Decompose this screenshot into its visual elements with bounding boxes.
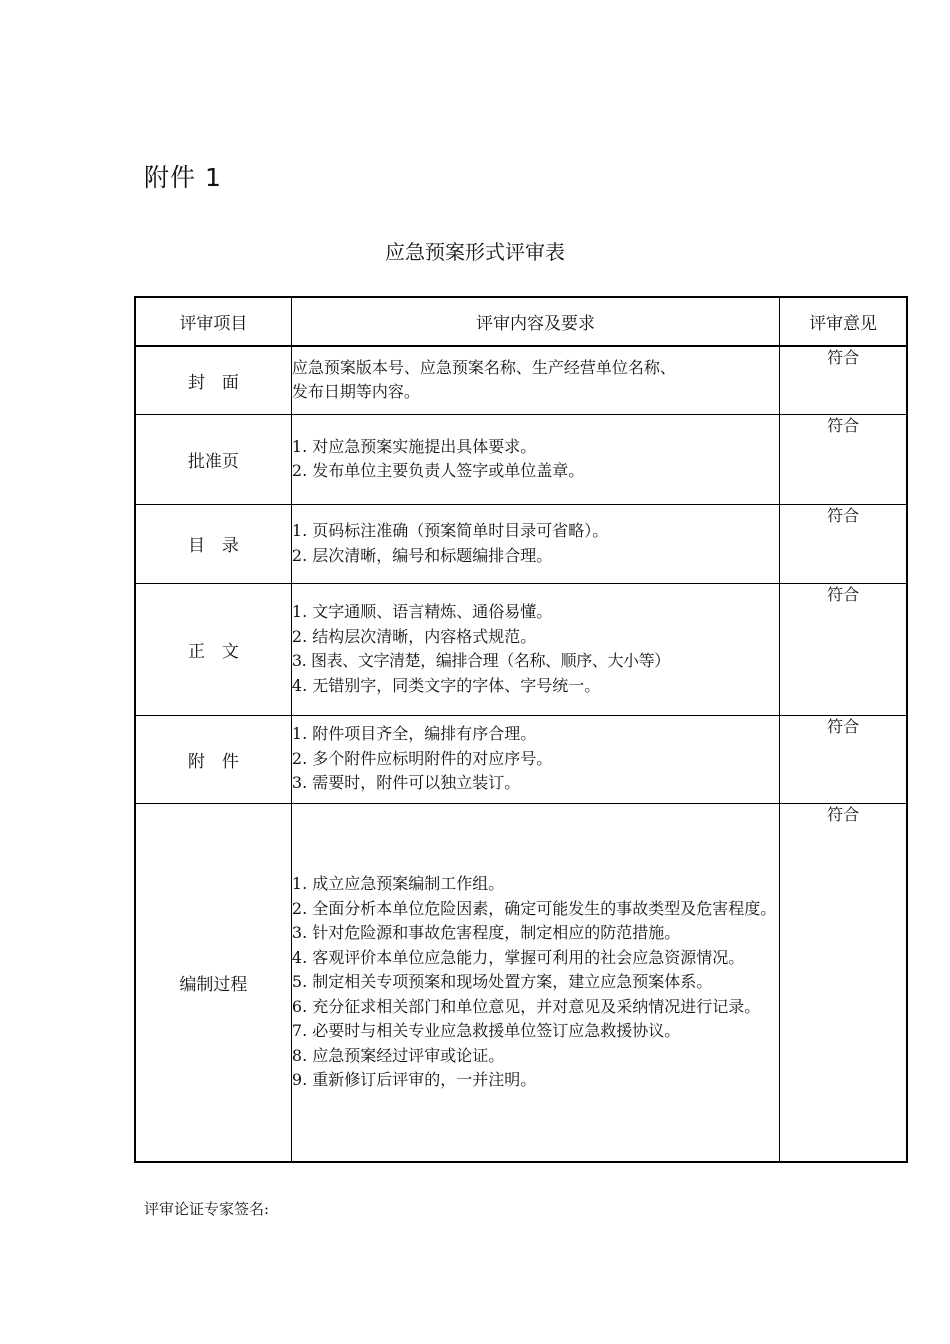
content-line: 1. 页码标注准确（预案简单时目录可省略）。 [291, 521, 609, 540]
table-row [135, 715, 907, 803]
content-line: 2. 多个附件应标明附件的对应序号。 [291, 748, 553, 768]
review-table [134, 296, 908, 1163]
content-line: 1. 文字通顺、语言精炼、通俗易懂。 [291, 602, 553, 621]
row-content [291, 346, 779, 414]
content-line: 1. 对应急预案实施提出具体要求。 [291, 436, 537, 456]
content-line: 应急预案版本号、应急预案名称、生产经营单位名称、 [291, 357, 676, 377]
row-item-process: 编制过程 [135, 803, 291, 1162]
row-content [291, 414, 779, 504]
header-item: 评审项目 [135, 297, 291, 346]
document-title: 应急预案形式评审表 [385, 240, 565, 264]
content-line: 2. 发布单位主要负责人签字或单位盖章。 [291, 461, 585, 480]
content-line: 6. 充分征求相关部门和单位意见，并对意见及采纳情况进行记录。 [291, 996, 761, 1016]
row-item-toc: 目 录 [135, 504, 291, 583]
content-line: 2. 层次清晰，编号和标题编排合理。 [291, 545, 553, 565]
header-opinion: 评审意见 [780, 297, 907, 346]
content-line: 1. 成立应急预案编制工作组。 [291, 874, 505, 893]
row-content [291, 504, 779, 583]
content-line: 2. 结构层次清晰，内容格式规范。 [291, 626, 537, 646]
content-line: 5. 制定相关专项预案和现场处置方案，建立应急预案体系。 [291, 972, 713, 991]
row-content [291, 715, 779, 803]
content-line: 2. 全面分析本单位危险因素，确定可能发生的事故类型及危害程度。 [291, 898, 777, 918]
table-row [135, 583, 907, 715]
content-line: 3. 针对危险源和事故危害程度，制定相应的防范措施。 [291, 923, 681, 942]
row-item-cover: 封 面 [135, 346, 291, 414]
content-line: 3. 图表、文字清楚，编排合理（名称、顺序、大小等） [291, 651, 670, 670]
row-item-body: 正 文 [135, 583, 291, 715]
table-row [135, 504, 907, 583]
header-content: 评审内容及要求 [291, 297, 779, 346]
content-line: 8. 应急预案经过评审或论证。 [291, 1045, 505, 1065]
attachment-label: 附件 1 [144, 163, 222, 192]
content-line: 发布日期等内容。 [291, 382, 420, 402]
row-opinion: 符合 [780, 346, 907, 414]
row-opinion: 符合 [780, 504, 907, 583]
row-opinion: 符合 [780, 583, 907, 715]
content-line: 9. 重新修订后评审的，一并注明。 [291, 1070, 537, 1089]
content-line: 7. 必要时与相关专业应急救援单位签订应急救援协议。 [291, 1021, 681, 1040]
content-line: 1. 附件项目齐全，编排有序合理。 [291, 724, 537, 744]
row-opinion: 符合 [780, 803, 907, 1162]
row-opinion: 符合 [780, 715, 907, 803]
table-row [135, 346, 907, 414]
content-line: 3. 需要时，附件可以独立装订。 [291, 773, 521, 793]
row-opinion: 符合 [780, 414, 907, 504]
row-content [291, 583, 779, 715]
expert-signature-label: 评审论证专家签名: [144, 1200, 270, 1218]
content-line: 4. 无错别字，同类文字的字体、字号统一。 [291, 675, 601, 695]
table-row [135, 414, 907, 504]
row-content [291, 803, 779, 1162]
row-item-approval: 批准页 [135, 414, 291, 504]
table-row [135, 803, 907, 1162]
table-header-row [135, 297, 907, 346]
row-item-appendix: 附 件 [135, 715, 291, 803]
content-line: 4. 客观评价本单位应急能力，掌握可利用的社会应急资源情况。 [291, 947, 745, 967]
